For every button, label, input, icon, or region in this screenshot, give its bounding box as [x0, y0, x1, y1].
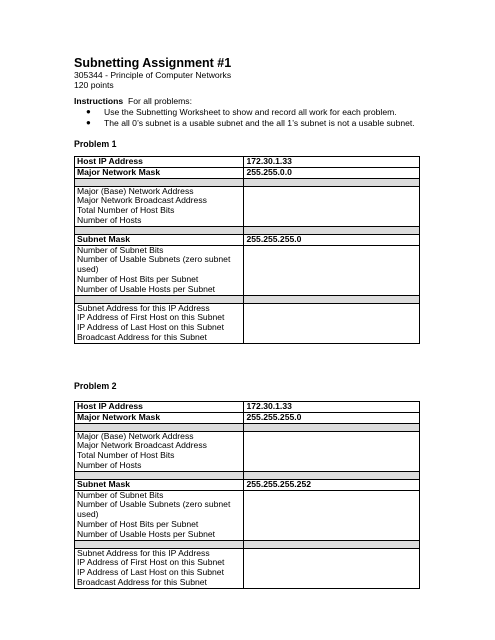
label-subnet-bits: Number of Subnet Bits: [77, 489, 164, 500]
bullet-item: [84, 107, 415, 118]
value-host-ip: 172.30.1.33: [244, 157, 420, 168]
label-usable-subnets: Number of Usable Subnets (zero subnet: [77, 254, 231, 265]
label-broadcast-subnet: Broadcast Address for this Subnet: [77, 576, 207, 587]
bullet-text: The all 0’s subnet is a usable subnet and the all 1’s subnet is not a usable subnet.: [104, 117, 415, 128]
value-major-mask: 255.255.255.0: [244, 412, 420, 423]
bullet-text: Use the Subnetting Worksheet to show and record all work for each problem.: [104, 107, 397, 117]
label-host-ip: Host IP Address: [75, 157, 244, 168]
label-host-ip: Host IP Address: [75, 402, 244, 413]
table-row: [75, 303, 420, 343]
label-usable-subnets-cont: used): [77, 509, 99, 520]
table-row: [75, 431, 420, 471]
value-host-ip: 172.30.1.33: [244, 402, 420, 413]
answer-cell[interactable]: [244, 431, 420, 471]
label-subnet-mask: Subnet Mask: [75, 479, 244, 490]
label-num-hosts: Number of Hosts: [77, 459, 142, 470]
label-base-address: Major (Base) Network Address: [77, 430, 194, 441]
label-usable-hosts: Number of Usable Hosts per Subnet: [77, 283, 216, 294]
label-usable-hosts: Number of Usable Hosts per Subnet: [77, 528, 216, 539]
bullet-item: [84, 118, 415, 129]
points-total: 120 points: [74, 80, 114, 90]
label-host-bits: Total Number of Host Bits: [77, 450, 175, 461]
label-num-hosts: Number of Hosts: [77, 214, 142, 225]
separator-row: [75, 295, 420, 303]
label-major-mask: Major Network Mask: [75, 412, 244, 423]
label-broadcast-address: Major Network Broadcast Address: [77, 195, 207, 206]
label-broadcast-subnet: Broadcast Address for this Subnet: [77, 331, 207, 342]
problem-1-table: [74, 156, 420, 344]
answer-cell[interactable]: [244, 245, 420, 295]
label-base-address: Major (Base) Network Address: [77, 185, 194, 196]
table-row: [75, 548, 420, 588]
table-row: [75, 479, 420, 490]
answer-cell[interactable]: [244, 303, 420, 343]
label-first-host: IP Address of First Host on this Subnet: [77, 312, 225, 323]
instructions-label: Instructions: [74, 96, 124, 106]
separator-row: [75, 540, 420, 548]
table-row: [75, 157, 420, 168]
label-major-mask: Major Network Mask: [75, 167, 244, 178]
value-major-mask: 255.255.0.0: [244, 167, 420, 178]
label-usable-subnets: Number of Usable Subnets (zero subnet: [77, 499, 231, 510]
assignment-title: Subnetting Assignment #1: [74, 56, 232, 70]
label-host-bits-per-subnet: Number of Host Bits per Subnet: [77, 273, 199, 284]
value-subnet-mask: 255.255.255.0: [244, 234, 420, 245]
table-row: [75, 186, 420, 226]
label-subnet-address: Subnet Address for this IP Address: [77, 302, 210, 313]
label-last-host: IP Address of Last Host on this Subnet: [77, 567, 224, 578]
label-last-host: IP Address of Last Host on this Subnet: [77, 322, 224, 333]
table-row: [75, 412, 420, 423]
table-row: [75, 167, 420, 178]
value-subnet-mask: 255.255.255.252: [244, 479, 420, 490]
label-first-host: IP Address of First Host on this Subnet: [77, 557, 225, 568]
bullet-icon: ●: [86, 107, 91, 116]
label-host-bits: Total Number of Host Bits: [77, 205, 175, 216]
label-usable-subnets-cont: used): [77, 264, 99, 275]
table-row: [75, 402, 420, 413]
separator-row: [75, 178, 420, 186]
instructions-text: For all problems:: [127, 96, 192, 106]
course-name: 305344 - Principle of Computer Networks: [74, 70, 232, 80]
table-row: [75, 234, 420, 245]
table-row: [75, 490, 420, 540]
problem-1-heading: Problem 1: [74, 139, 117, 149]
problem-2-heading: Problem 2: [74, 381, 117, 391]
answer-cell[interactable]: [244, 548, 420, 588]
bullet-icon: ●: [86, 117, 91, 127]
instructions: [74, 96, 434, 107]
label-broadcast-address: Major Network Broadcast Address: [77, 440, 207, 451]
problem-2-table: [74, 401, 420, 589]
instructions-bullets: [84, 107, 415, 128]
label-subnet-mask: Subnet Mask: [75, 234, 244, 245]
label-subnet-bits: Number of Subnet Bits: [77, 244, 164, 255]
answer-cell[interactable]: [244, 490, 420, 540]
answer-cell[interactable]: [244, 186, 420, 226]
label-subnet-address: Subnet Address for this IP Address: [77, 547, 210, 558]
separator-row: [75, 423, 420, 431]
label-host-bits-per-subnet: Number of Host Bits per Subnet: [77, 518, 199, 529]
table-row: [75, 245, 420, 295]
